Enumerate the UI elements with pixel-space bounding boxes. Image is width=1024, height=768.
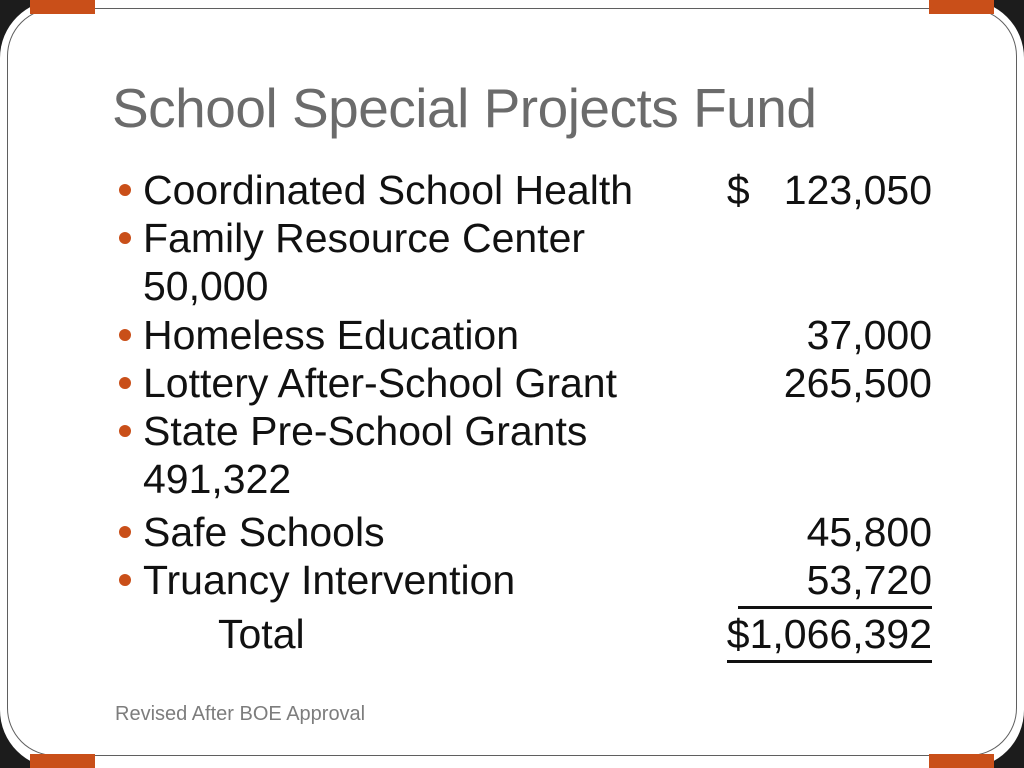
item-label: Truancy Intervention (143, 557, 516, 603)
bullet-icon (119, 232, 131, 244)
list-item (100, 166, 932, 214)
item-label: 491,322 (143, 456, 292, 502)
item-amount: $1,066,392 (727, 610, 932, 663)
bullet-icon (119, 574, 131, 586)
item-label: Lottery After-School Grant (143, 360, 618, 406)
corner-tab-bottom-right-icon (929, 754, 994, 768)
item-label: State Pre-School Grants (143, 408, 588, 454)
bullet-icon (119, 329, 131, 341)
bullet-icon (119, 425, 131, 437)
bullet-icon (119, 526, 131, 538)
item-amount: 265,500 (783, 360, 932, 406)
slide-title: School Special Projects Fund (112, 77, 817, 139)
item-label: Coordinated School Health (143, 167, 634, 213)
list-item (100, 311, 932, 359)
item-label: 50,000 (143, 263, 269, 309)
footer-note: Revised After BOE Approval (115, 703, 366, 725)
list-item (100, 214, 932, 262)
corner-tab-top-right-icon (929, 0, 994, 14)
item-amount: 45,800 (806, 509, 932, 555)
item-label: Homeless Education (143, 312, 520, 358)
list-item (100, 359, 932, 407)
list-item (100, 407, 932, 455)
item-amount: 37,000 (806, 312, 932, 358)
item-label: Family Resource Center (143, 215, 586, 261)
list-item (100, 508, 932, 556)
list-item (100, 610, 932, 658)
item-amount: 53,720 (738, 556, 932, 609)
budget-list (100, 166, 932, 658)
item-label: Total (218, 611, 305, 657)
bullet-icon (119, 377, 131, 389)
corner-tab-bottom-left-icon (30, 754, 95, 768)
item-label: Safe Schools (143, 509, 385, 555)
list-item (100, 455, 932, 503)
corner-tab-top-left-icon (30, 0, 95, 14)
list-item (100, 262, 932, 310)
list-item (100, 556, 932, 604)
item-amount: $ 123,050 (726, 167, 932, 213)
bullet-icon (119, 184, 131, 196)
